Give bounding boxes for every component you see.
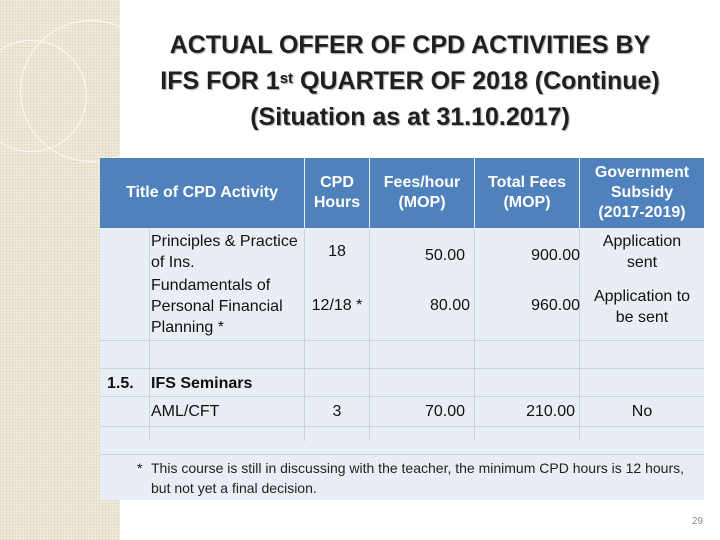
table-cell-subsidy: Application to be sent	[593, 288, 691, 326]
table-cell-hours: 12/18 *	[311, 297, 363, 314]
title-line-2-end: QUARTER OF 2018 (Continue)	[293, 67, 660, 95]
header-fee-label: Fees/hour (MOP)	[383, 174, 461, 211]
header-subsidy	[580, 158, 704, 228]
section-title: IFS Seminars	[151, 375, 253, 392]
grid-divider	[100, 426, 704, 427]
header-total	[475, 158, 579, 228]
table-cell-fee: 70.00	[424, 403, 466, 420]
table-cell-activity: AML/CFT	[151, 403, 220, 420]
footnote-marker: *	[137, 460, 143, 476]
header-total-label: Total Fees (MOP)	[488, 174, 566, 211]
section-number: 1.5.	[107, 375, 134, 392]
header-fee	[370, 158, 474, 228]
grid-divider	[100, 396, 704, 397]
table-cell-subsidy: No	[631, 403, 653, 420]
table-cell-fee: 80.00	[429, 297, 471, 314]
table-cell-fee: 50.00	[424, 247, 466, 264]
table-cell-subsidy: Application sent	[602, 233, 682, 271]
title-line-2	[115, 63, 705, 99]
title-line-1: ACTUAL OFFER OF CPD ACTIVITIES BY	[169, 31, 651, 59]
header-hours-label: CPD Hours	[313, 174, 361, 211]
table-cell-total: 960.00	[531, 297, 580, 314]
header-activity-label: Title of CPD Activity	[125, 184, 279, 201]
title-line-3: (Situation as at 31.10.2017)	[250, 103, 570, 131]
slide-title	[115, 27, 705, 135]
table-cell-activity: Principles & Practice of Ins.	[151, 233, 298, 271]
title-line-2-start: IFS FOR 1	[160, 67, 280, 95]
grid-divider	[149, 229, 150, 441]
table-cell-activity: Fundamentals of Personal Financial Planning *	[151, 277, 283, 336]
table-cell-total: 210.00	[526, 403, 575, 420]
table-cell-hours: 3	[332, 403, 342, 420]
page-number: 29	[691, 516, 703, 527]
header-hours	[305, 158, 369, 228]
header-activity	[100, 158, 304, 228]
title-superscript: st	[279, 70, 294, 87]
grid-divider	[369, 229, 370, 441]
header-subsidy-label: Government Subsidy (2017-2019)	[594, 164, 690, 221]
grid-divider	[100, 454, 704, 455]
footnote-text: This course is still in discussing with the teacher, the minimum CPD hours is 12 hours, but not yet a final decision.	[151, 460, 684, 496]
table-cell-total: 900.00	[531, 247, 580, 264]
grid-divider	[100, 340, 704, 341]
grid-divider	[100, 368, 704, 369]
table-cell-hours: 18	[328, 243, 346, 260]
